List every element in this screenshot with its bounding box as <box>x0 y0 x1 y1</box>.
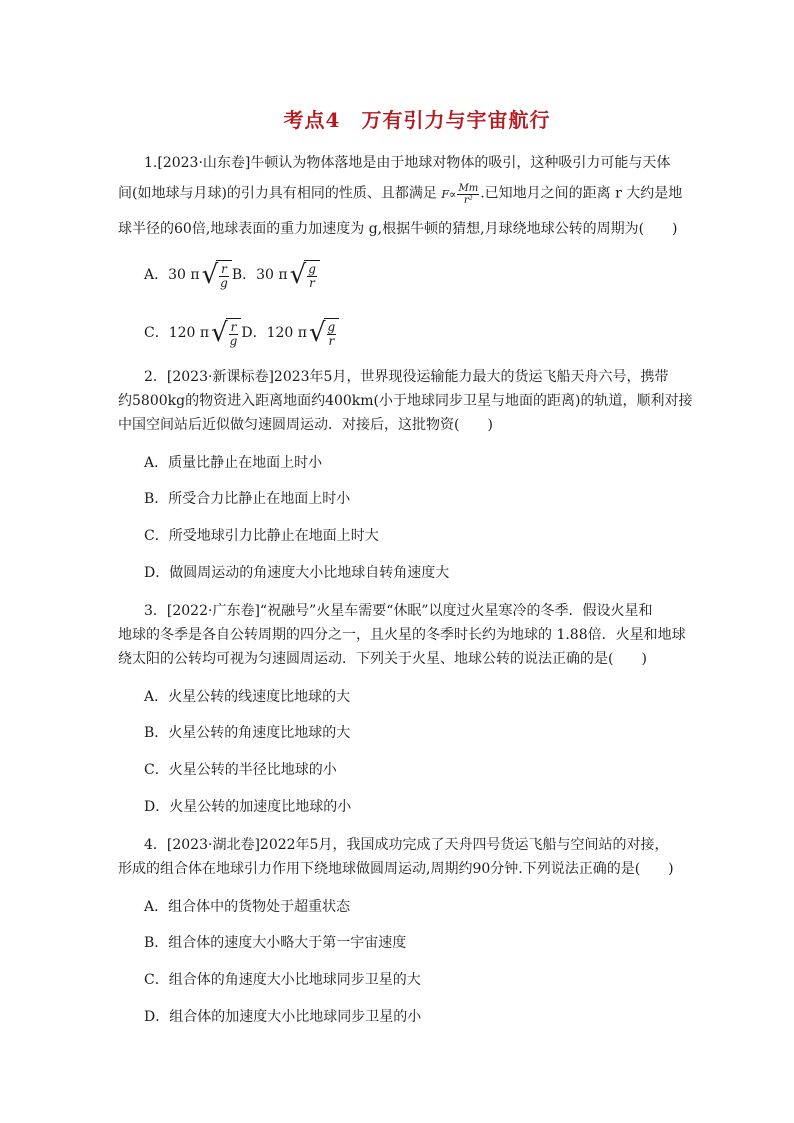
q3-line1: 3．[2022·广东卷]“祝融号”火星车需要“休眠”以度过火星寒冷的冬季．假设火星和 <box>144 603 653 619</box>
q2-option-c: C．所受地球引力比静止在地面上时大 <box>144 528 379 544</box>
formula-fraction <box>457 183 479 206</box>
q4-line1: 4．[2023·湖北卷]2022年5月，我国成功完成了天舟四号货运飞船与空间站的对接， <box>144 837 669 853</box>
page-title: 考点4 万有引力与宇宙航行 <box>283 108 551 132</box>
q1-options-cd <box>144 318 339 348</box>
sqrt-icon: √ $\frac{r}{g}$ <box>211 318 241 348</box>
formula-force <box>441 183 480 206</box>
q4-option-d: D．组合体的加速度大小比地球同步卫星的小 <box>144 1009 422 1025</box>
q1-line1: 1.[2023·山东卷]牛顿认为物体落地是由于地球对物体的吸引，这种吸引力可能与天体 <box>144 155 671 171</box>
q3-option-a: A．火星公转的线速度比地球的大 <box>144 689 351 705</box>
q1-option-b-label: B．30 π <box>231 267 288 283</box>
q1-options-ab <box>144 260 320 290</box>
q3-line3: 绕太阳的公转均可视为匀速圆周运动．下列关于火星、地球公转的说法正确的是( ) <box>118 651 647 667</box>
q1-line2-text: 间(如地球与月球)的引力具有相同的性质、且都满足 <box>118 185 442 202</box>
q1-option-c-num: r <box>230 320 237 334</box>
sqrt-icon: √ $\frac{r}{g}$ <box>202 260 232 290</box>
q3-option-b: B．火星公转的角速度比地球的大 <box>144 725 351 741</box>
q2-line3: 中国空间站后近似做匀速圆周运动．对接后，这批物资( ) <box>118 417 493 433</box>
q1-option-a-den: g <box>220 276 228 290</box>
q1-option-d-den: r <box>328 334 335 348</box>
q2-line2: 约5800kg的物资进入距离地面约400km(小于地球同步卫星与地面的距离)的轨道，顺利对接 <box>118 393 693 409</box>
q1-option-c-label: C．120 π <box>144 325 210 341</box>
formula-numerator: Mm <box>458 183 479 194</box>
q1-option-b-den: r <box>309 276 315 290</box>
q4-option-a: A．组合体中的货物处于超重状态 <box>144 899 351 915</box>
q2-option-b: B．所受合力比静止在地面上时小 <box>144 491 351 507</box>
q1-option-a-label: A．30 π <box>144 267 200 283</box>
q1-line2-post: .已知地月之间的距离 r 大约是地 <box>480 185 683 202</box>
q2-line1: 2．[2023·新课标卷]2023年5月，世界现役运输能力最大的货运飞船天舟六号，携带 <box>144 369 669 385</box>
q4-option-b: B．组合体的速度大小略大于第一宇宙速度 <box>144 935 407 951</box>
q3-option-c: C．火星公转的半径比地球的小 <box>144 762 337 778</box>
q3-option-d: D．火星公转的加速度比地球的小 <box>144 799 352 815</box>
q1-option-a-num: r <box>221 262 227 276</box>
q1-line2 <box>118 183 682 206</box>
q4-option-c: C．组合体的角速度大小比地球同步卫星的大 <box>144 972 421 988</box>
q2-option-a: A．质量比静止在地面上时小 <box>144 455 323 471</box>
q3-line2: 地球的冬季是各自公转周期的四分之一，且火星的冬季时长约为地球的 1.88倍．火星和地球 <box>118 627 686 643</box>
q1-option-c-den: g <box>229 334 238 348</box>
q2-option-d: D．做圆周运动的角速度大小比地球自转角速度大 <box>144 565 450 581</box>
q1-option-d-num: g <box>327 320 336 334</box>
sqrt-icon: √ $\frac{g}{r}$ <box>309 318 339 348</box>
q1-line3: 球半径的60倍,地球表面的重力加速度为 g,根据牛顿的猜想,月球绕地球公转的周期为( ) <box>118 221 678 237</box>
formula-denominator: r² <box>463 195 473 206</box>
q1-option-d-label: D．120 π <box>241 325 307 341</box>
q1-option-b-num: g <box>308 262 316 276</box>
formula-f-proportional: F∝ <box>441 187 457 201</box>
q4-line2: 形成的组合体在地球引力作用下绕地球做圆周运动,周期约90分钟.下列说法正确的是( ) <box>118 861 674 877</box>
sqrt-icon: √ $\frac{g}{r}$ <box>290 260 320 290</box>
